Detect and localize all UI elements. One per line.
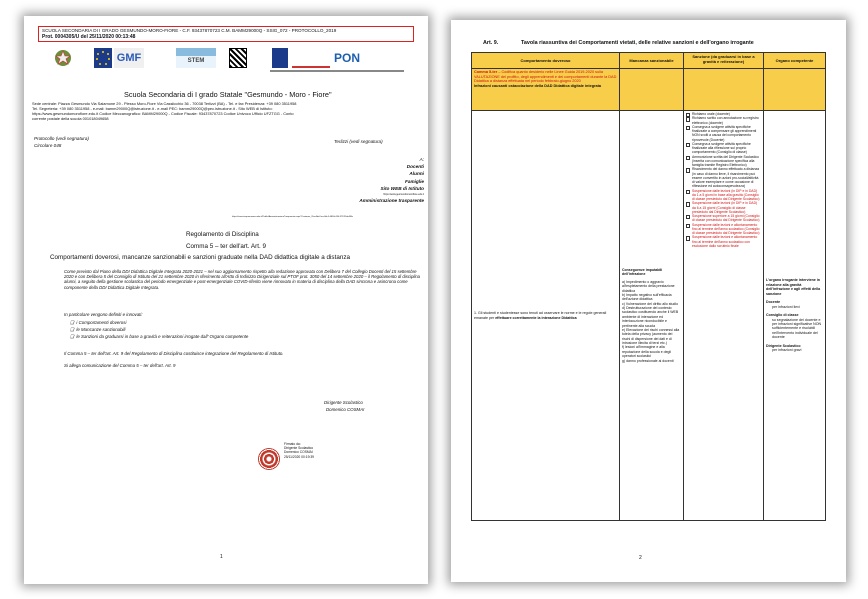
eu-flag-icon [94, 48, 112, 68]
list-item: ❑ le Sanzioni da graduarsi in base a gravità e reiterazioni irrogate dall' Organo competente [70, 334, 249, 339]
table-heading: Tavola riassuntiva dei Comportamenti vietati, delle relative sanzioni e dell'organo irrogante [521, 40, 754, 46]
digital-signature-seal-icon [258, 448, 280, 470]
fondi-strutturali-logo [292, 48, 330, 68]
defined-list [70, 319, 248, 340]
protocol-header-line: SCUOLA SECONDARIA DI I GRADO GESMUNDO-MORO-FIORE - C.F. 93437870723 C.M. BAMM29000Q - SSIG_072 - PROTOCOLLO_2019 [42, 28, 337, 33]
terlizzi-note: Terlizzi (vedi segnatura) [334, 139, 383, 144]
republic-emblem-icon [54, 46, 72, 70]
address-line: corrente postale della scuola 001018049658 [32, 116, 109, 121]
gmf-logo: GMF [114, 48, 144, 68]
sanctions-cell: Richiamo orale (docente) Richiamo scritto con annotazione su registro elettronico (docente) Consegna a svolgere attività specifiche finalizzate a compensare gli apprendimenti NON svolti a causa del comportamento riprovevole (Docente) Consegna a svolgere attività specifiche finalizzate alla riflessione sul proprio comportamento (Consiglio di classe) Ammonizione scritta del Dirigente Scolastico (inserita con comunicazione specifica alla famiglia tramite Registro Elettronico) Risarcimento del danno effettuato a distanza (in caso di danno lieve, il risarcimento può essere convertito in azioni pro-sociali/attività di valore esemplare e come occasione di riflessione ed autoconsapevolezza) Sospensione dalle lezioni (in DIP e in DAD) da 1 a 5 giorni in base alla gravità (Consiglio di classe presieduto dal Dirigente Scolastico) Sospensione dalle lezioni (in DIP e in DAD) da 6 a 15 giorni (Consiglio di classe presieduto dal Dirigente Scolastico) Sospensione superiore a 15 giorni (Consiglio di classe presieduto dal Dirigente Scolastico) Sospensione dalle lezioni e allontanamento fino al termine dell'anno scolastico (Consiglio di classe presieduto dal Dirigente Scolastico) Sospensione dalle lezioni e allontanamento fino al termine dell'anno scolastico con esclusione dallo scrutinio finale [684, 111, 764, 521]
attachment-note: Si allega comunicazione del Comma 5 – ter dell'art. Art. 9 [64, 363, 176, 368]
stem-logo: STEM [176, 48, 216, 68]
comma-cell: Comma 5-ter – Codifica quanto desiderio nelle Linee Guida 2019-2020 sulla VALUTAZIONE del profitto, degli apprendimenti e dei comportamenti durante la DAD Didattica a distanza effettuata nel periodo febbraio-giugno 2020 Infrazioni causanti ostacolazione della DAD Didattica digitale integrata [472, 69, 620, 111]
intro-paragraph: Come previsto dal Piano della DDI Didattica Digitale Integrata 2020-2021 – nel suo aggiornamento rispetto alla redazione approvata con Delibera 7 del Collegio Docenti del 15 settembre 2020 e con Delibera 5 del Consiglio di Istituto del 21 settembre 2020 in riferimento all'Atto di Indirizzo Dirigenziale sul PTOF prot. 3050 del 14 settembre 2020 – il Regolamento di disciplina alunni, a seguito della gestione scolastica del periodo emergenziale e post-emergenziale COVID-riferito viene rinnovato in materia di disciplina della DAD sincrona e asincrona come componente della DDI Didattica Digitale Integrata. [64, 269, 421, 290]
list-item: ❑ i Comportamenti doverosi [70, 320, 127, 325]
page-number: 1 [220, 554, 223, 560]
article-label: Art. 9. [483, 40, 499, 46]
page-1 [24, 16, 428, 584]
dirigente-name: Domenico COSMAI [326, 407, 365, 412]
defined-label: In particolare vengono definiti e innovati: [64, 312, 143, 317]
trasparenza-link[interactable]: https://www.trasparenzascuole.it/Public/AmministrazioneTrasparente.aspx?Customer_ID=a9de7ace-8dc5-4f69-b130-371311ab3f8e [232, 216, 353, 218]
list-item: ❑ le Mancanze sanzionabili [70, 327, 126, 332]
comma-integration-text: Il Comma 5 – ter dell'art. Art. 9 del Regolamento di Disciplina costituisce integrazione del Regolamento di Istituto. [64, 351, 284, 356]
table-header-row [472, 53, 826, 69]
recipients-block: A: Docenti Alunni Famiglie Sito WEB di Istituto https://www.gesmundomorofiore.edu.it Amministrazione trasparente [274, 156, 424, 204]
address-line: Tel. Segreteria: +39 080 3511958 - e-mail: bamm29000Q@istruzione.it - e-mail PEC: bamm29000Q@pec.istruzione.it - Sito WEB di Istituto: [32, 106, 273, 111]
behavior-cell: 1. Gli studenti e studentesse sono tenuti ad osservare le norme e le regole generali emanate per effettuare correttamente la interazione Didattica [472, 111, 620, 521]
table-row [472, 69, 826, 111]
logo-divider [270, 70, 404, 72]
column-header: Mancanza sanzionabile [620, 53, 684, 69]
comma-title: Comma 5 – ter dell'art. Art. 9 [186, 243, 266, 250]
school-title: Scuola Secondaria di I grado Statale "Gesmundo - Moro - Fiore" [124, 90, 332, 99]
signature-info: Firmato da: Dirigente Scolastico Domenico COSMAI 25/11/2020 00:19:39 [284, 442, 315, 459]
protocollo-note: Protocollo (vedi segnatura) [34, 136, 89, 141]
subject-title: Comportamenti doverosi, mancanze sanzionabili e sanzioni graduate nella DAD didattica digitale a distanza [50, 254, 350, 261]
page-2 [451, 20, 846, 582]
site-link[interactable]: https://www.gesmundomorofiore.edu.it [383, 193, 424, 197]
page-number: 2 [639, 555, 642, 561]
column-header: Organo competente [764, 53, 826, 69]
regolamento-title: Regolamento di Disciplina [186, 231, 259, 238]
sanctions-table [471, 52, 826, 521]
organ-cell: L'organo irrogante interviene in relazione alla gravità dell'infrazione e agli effetti della sanzione Docente per infrazioni lievi Consiglio di classe su segnalazione dei docente e per infrazioni significative NON sufficientemente e risolubili nell'intervento individuale del docente Dirigente Scolastico per infrazioni gravi [764, 111, 826, 521]
eu-flag-small-icon [272, 48, 288, 68]
address-line: https://www.gesmundomorofiore.edu.it Codice Meccanografico: BAMM29000Q - Codice Fiscale: 93437870723 Codice Univoco Ufficio UFZTGG - Conto [32, 111, 294, 116]
consequences-cell: Conseguenze imputabili dell'infrazione a) Impedimento o aggravio all'espletamento della prestazione didattica b) Impatto negativo sull'efficacia dell'azione didattica c) Vulnerazione del diritto allo studio d) Destrutturazione del contesto scolastico costituendo anche il WEB ambiente di interazione ed interlocuzione riconducibile e pertinente alla scuola e) Elevazione dei rischi connessi alla tutela della privacy (aumento dei rischi di dispersione dei dati e di intrusione illecita di terzi etc.) f) lesioni all'immagine e alla reputazione della scuola e degli operatori scolastici g) danno professionale ai docenti [620, 111, 684, 521]
pon-logo: PON [334, 51, 361, 65]
circolare-number: Circolare 048 [34, 143, 62, 148]
protocol-number: Prot. 0004305/U del 25/11/2020 00:13:48 [42, 34, 136, 40]
column-header: Sanzione (da graduarsi in base a gravità e reiterazione) [684, 53, 764, 69]
address-line: Sede centrale: Piazza Gesmundo Via Salamone 29 - Plesso Moro-Fiore Via Cassiicchio 36 - 70038 Terlizzi (BA) - Tel. e fax Presidenza: +39 080 3511958 [32, 101, 297, 106]
table-row [472, 111, 826, 521]
qr-code-icon [229, 48, 247, 68]
column-header: Comportamento doveroso [472, 53, 620, 69]
dirigente-label: Dirigente Scolastico [324, 400, 363, 405]
